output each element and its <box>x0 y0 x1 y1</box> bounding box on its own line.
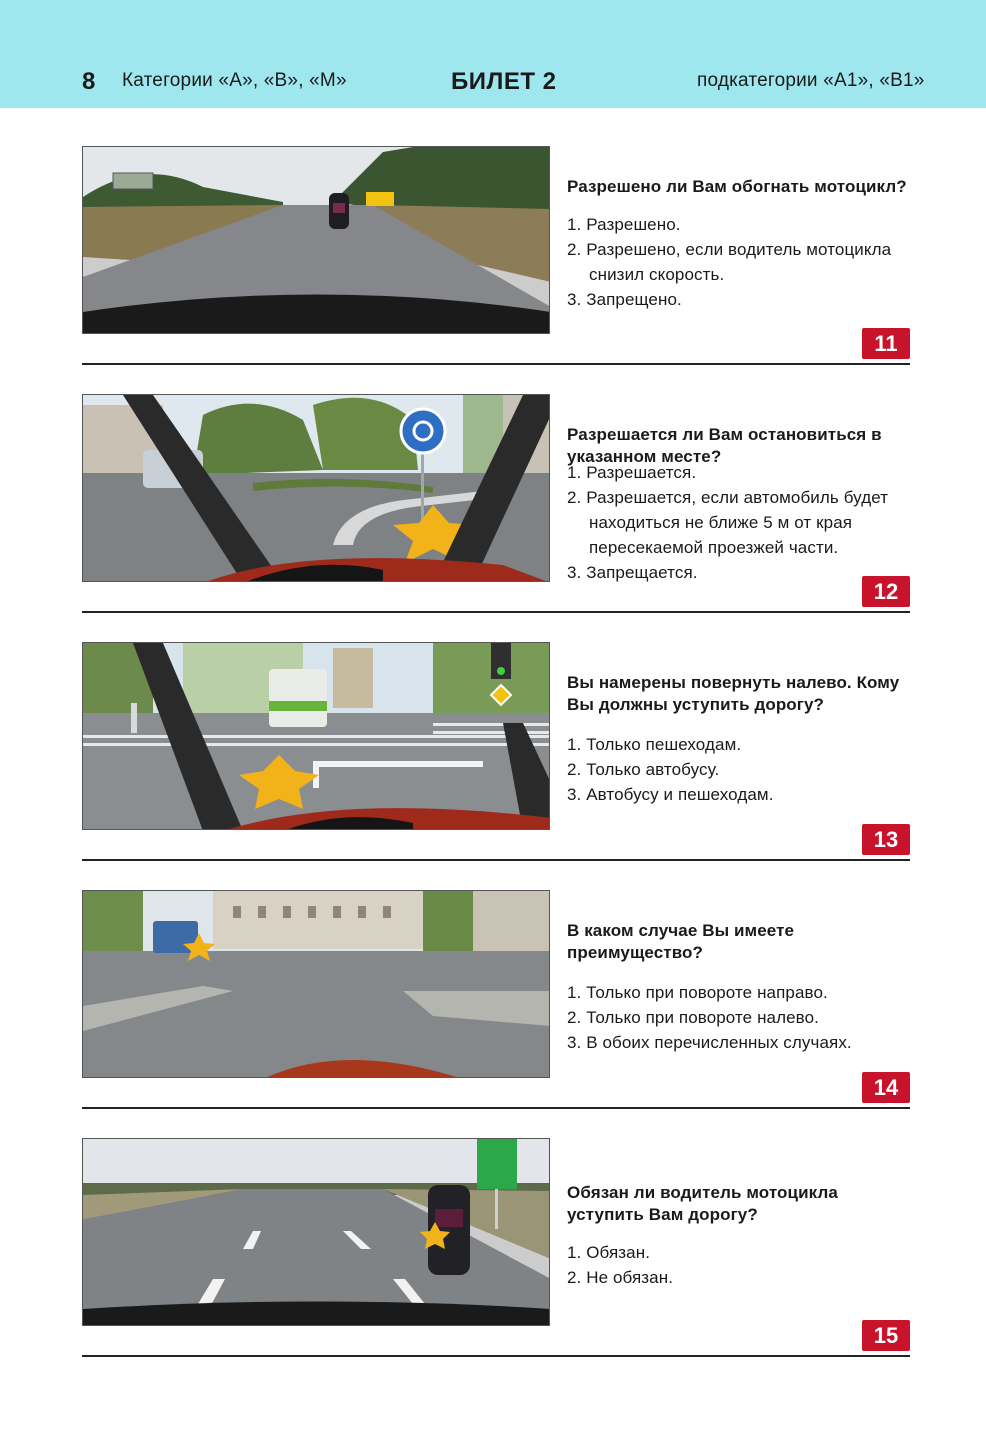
answer-option[interactable]: 3. В обоих перечисленных случаях. <box>567 1033 852 1052</box>
question-block <box>82 1138 910 1368</box>
question-image <box>82 394 550 582</box>
question-image <box>82 642 550 830</box>
answer-option[interactable]: 3. Запрещается. <box>567 563 698 582</box>
page-header <box>0 0 986 108</box>
question-text: Вы намерены повернуть налево. Кому Вы должны уступить дорогу? <box>567 673 900 714</box>
answer-list <box>567 212 912 312</box>
answer-option[interactable]: 3. Запрещено. <box>567 290 682 309</box>
answer-option[interactable]: 1. Обязан. <box>567 1243 651 1262</box>
question-number-badge: 15 <box>862 1320 910 1351</box>
answer-option[interactable]: 2. Только автобусу. <box>567 760 720 779</box>
answer-list <box>567 460 912 585</box>
divider <box>82 611 910 613</box>
question-text: Обязан ли водитель мотоцикла уступить Вам дорогу? <box>567 1183 838 1224</box>
answer-option[interactable]: 2. Разрешается, если автомобиль будет находиться не ближе 5 м от края пересекаемой проезжей части. <box>567 488 889 557</box>
question-text: Разрешено ли Вам обогнать мотоцикл? <box>567 177 907 196</box>
divider <box>82 363 910 365</box>
question-block <box>82 642 910 872</box>
question-block <box>82 146 910 376</box>
answer-list <box>567 980 912 1055</box>
answer-option[interactable]: 1. Только при повороте направо. <box>567 983 828 1002</box>
answer-option[interactable]: 2. Не обязан. <box>567 1268 674 1287</box>
question-text: В каком случае Вы имеете преимущество? <box>567 921 795 962</box>
page-number: 8 <box>82 68 96 95</box>
divider <box>82 859 910 861</box>
answer-option[interactable]: 2. Разрешено, если водитель мотоцикла снизил скорость. <box>567 240 892 284</box>
question-block <box>82 890 910 1120</box>
answer-option[interactable]: 1. Разрешено. <box>567 215 681 234</box>
question-image <box>82 890 550 1078</box>
question-number-badge: 12 <box>862 576 910 607</box>
divider <box>82 1355 910 1357</box>
question-number-badge: 11 <box>862 328 910 359</box>
divider <box>82 1107 910 1109</box>
answer-list <box>567 732 912 807</box>
question-image <box>82 1138 550 1326</box>
question-image <box>82 146 550 334</box>
question-number-badge: 13 <box>862 824 910 855</box>
ticket-title: БИЛЕТ 2 <box>451 68 557 95</box>
question-block <box>82 394 910 624</box>
answer-option[interactable]: 2. Только при повороте налево. <box>567 1008 819 1027</box>
answer-option[interactable]: 3. Автобусу и пешеходам. <box>567 785 774 804</box>
answer-option[interactable]: 1. Разрешается. <box>567 463 697 482</box>
question-text: Разрешается ли Вам остановиться в указанном месте? <box>567 425 882 466</box>
answer-option[interactable]: 1. Только пешеходам. <box>567 735 742 754</box>
answer-list <box>567 1240 912 1290</box>
question-number-badge: 14 <box>862 1072 910 1103</box>
categories-label: Категории «А», «В», «М» <box>122 70 347 91</box>
subcategories-label: подкатегории «А1», «В1» <box>697 70 925 91</box>
